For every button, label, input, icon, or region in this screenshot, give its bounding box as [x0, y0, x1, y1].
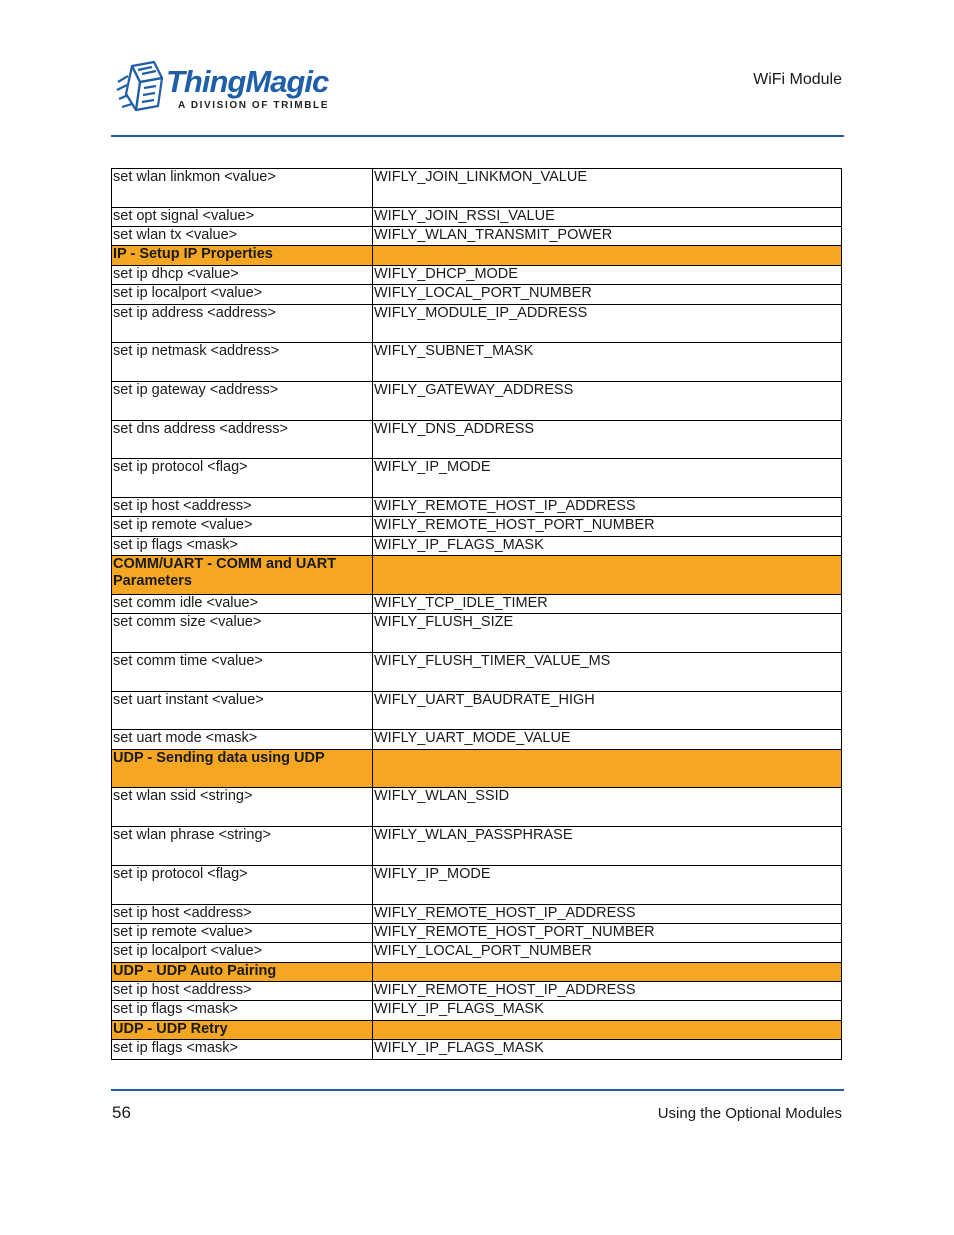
- table-row: [112, 865, 842, 904]
- command-cell: set ip host <address>: [112, 904, 373, 923]
- footer-rule: [111, 1089, 844, 1091]
- logo-name: ThingMagic: [166, 64, 329, 99]
- parameter-cell: WIFLY_SUBNET_MASK: [373, 343, 842, 382]
- parameter-cell: WIFLY_LOCAL_PORT_NUMBER: [373, 943, 842, 962]
- command-cell: set uart instant <value>: [112, 691, 373, 730]
- parameter-cell: WIFLY_UART_MODE_VALUE: [373, 730, 842, 749]
- parameter-cell: WIFLY_IP_FLAGS_MASK: [373, 1040, 842, 1059]
- section-blank-cell: [373, 962, 842, 981]
- parameter-cell: WIFLY_TCP_IDLE_TIMER: [373, 594, 842, 613]
- parameter-cell: WIFLY_REMOTE_HOST_PORT_NUMBER: [373, 517, 842, 536]
- command-cell: set ip remote <value>: [112, 517, 373, 536]
- section-blank-cell: [373, 556, 842, 595]
- parameter-cell: WIFLY_REMOTE_HOST_IP_ADDRESS: [373, 982, 842, 1001]
- parameter-cell: WIFLY_REMOTE_HOST_PORT_NUMBER: [373, 923, 842, 942]
- table-row: [112, 227, 842, 246]
- parameter-cell: WIFLY_WLAN_PASSPHRASE: [373, 827, 842, 866]
- table-row: [112, 343, 842, 382]
- header-title: WiFi Module: [753, 71, 842, 88]
- parameter-cell: WIFLY_WLAN_SSID: [373, 788, 842, 827]
- footer-title: Using the Optional Modules: [657, 1105, 842, 1122]
- table-row: [112, 730, 842, 749]
- command-cell: set comm size <value>: [112, 614, 373, 653]
- command-cell: set comm time <value>: [112, 653, 373, 692]
- logo-tagline: A DIVISION OF TRIMBLE: [178, 100, 330, 111]
- section-title: UDP - Sending data using UDP: [112, 749, 373, 788]
- section-header-row: [112, 246, 842, 265]
- command-cell: set ip protocol <flag>: [112, 865, 373, 904]
- command-cell: set wlan ssid <string>: [112, 788, 373, 827]
- section-header-row: [112, 1020, 842, 1039]
- parameter-cell: WIFLY_IP_FLAGS_MASK: [373, 1001, 842, 1020]
- section-title: UDP - UDP Auto Pairing: [112, 962, 373, 981]
- section-blank-cell: [373, 1020, 842, 1039]
- command-cell: set ip flags <mask>: [112, 1001, 373, 1020]
- table-row: [112, 653, 842, 692]
- parameter-cell: WIFLY_GATEWAY_ADDRESS: [373, 382, 842, 421]
- command-cell: set ip flags <mask>: [112, 536, 373, 555]
- parameter-cell: WIFLY_JOIN_LINKMON_VALUE: [373, 169, 842, 208]
- parameter-cell: WIFLY_DHCP_MODE: [373, 265, 842, 284]
- parameter-cell: WIFLY_REMOTE_HOST_IP_ADDRESS: [373, 498, 842, 517]
- command-cell: set ip localport <value>: [112, 285, 373, 304]
- command-cell: set ip gateway <address>: [112, 382, 373, 421]
- section-title: IP - Setup IP Properties: [112, 246, 373, 265]
- table-row: [112, 304, 842, 343]
- table-row: [112, 614, 842, 653]
- table-row: [112, 536, 842, 555]
- command-cell: set wlan phrase <string>: [112, 827, 373, 866]
- command-cell: set ip host <address>: [112, 982, 373, 1001]
- section-header-row: [112, 556, 842, 595]
- table-row: [112, 788, 842, 827]
- page-number: 56: [112, 1103, 131, 1122]
- command-cell: set ip localport <value>: [112, 943, 373, 962]
- table-row: [112, 594, 842, 613]
- parameter-cell: WIFLY_IP_MODE: [373, 459, 842, 498]
- table-row: [112, 382, 842, 421]
- table-row: [112, 420, 842, 459]
- command-cell: set dns address <address>: [112, 420, 373, 459]
- command-cell: set uart mode <mask>: [112, 730, 373, 749]
- parameter-cell: WIFLY_WLAN_TRANSMIT_POWER: [373, 227, 842, 246]
- parameter-cell: WIFLY_UART_BAUDRATE_HIGH: [373, 691, 842, 730]
- section-title: UDP - UDP Retry: [112, 1020, 373, 1039]
- command-cell: set ip netmask <address>: [112, 343, 373, 382]
- table-row: [112, 827, 842, 866]
- command-cell: set ip remote <value>: [112, 923, 373, 942]
- section-header-row: [112, 749, 842, 788]
- parameter-cell: WIFLY_IP_FLAGS_MASK: [373, 536, 842, 555]
- header-rule: [111, 135, 844, 137]
- command-cell: set ip dhcp <value>: [112, 265, 373, 284]
- section-header-row: [112, 962, 842, 981]
- parameter-cell: WIFLY_FLUSH_TIMER_VALUE_MS: [373, 653, 842, 692]
- section-title: COMM/UART - COMM and UART Parameters: [112, 556, 373, 595]
- parameter-cell: WIFLY_DNS_ADDRESS: [373, 420, 842, 459]
- command-cell: set ip protocol <flag>: [112, 459, 373, 498]
- table-row: [112, 498, 842, 517]
- parameter-cell: WIFLY_REMOTE_HOST_IP_ADDRESS: [373, 904, 842, 923]
- table-row: [112, 265, 842, 284]
- parameter-cell: WIFLY_IP_MODE: [373, 865, 842, 904]
- parameter-cell: WIFLY_JOIN_RSSI_VALUE: [373, 207, 842, 226]
- parameter-cell: WIFLY_MODULE_IP_ADDRESS: [373, 304, 842, 343]
- table-row: [112, 459, 842, 498]
- command-cell: set ip address <address>: [112, 304, 373, 343]
- table-row: [112, 517, 842, 536]
- command-cell: set ip flags <mask>: [112, 1040, 373, 1059]
- command-cell: set wlan tx <value>: [112, 227, 373, 246]
- table-row: [112, 169, 842, 208]
- table-row: [112, 691, 842, 730]
- command-table: [111, 168, 842, 1060]
- table-row: [112, 207, 842, 226]
- parameter-cell: WIFLY_LOCAL_PORT_NUMBER: [373, 285, 842, 304]
- section-blank-cell: [373, 246, 842, 265]
- thingmagic-logo: [114, 60, 329, 122]
- table-row: [112, 1001, 842, 1020]
- table-row: [112, 904, 842, 923]
- command-cell: set wlan linkmon <value>: [112, 169, 373, 208]
- table-row: [112, 923, 842, 942]
- command-cell: set comm idle <value>: [112, 594, 373, 613]
- table-row: [112, 285, 842, 304]
- logo-mark-icon: [114, 60, 166, 120]
- section-blank-cell: [373, 749, 842, 788]
- table-row: [112, 943, 842, 962]
- command-cell: set ip host <address>: [112, 498, 373, 517]
- table-row: [112, 1040, 842, 1059]
- command-cell: set opt signal <value>: [112, 207, 373, 226]
- parameter-cell: WIFLY_FLUSH_SIZE: [373, 614, 842, 653]
- table-row: [112, 982, 842, 1001]
